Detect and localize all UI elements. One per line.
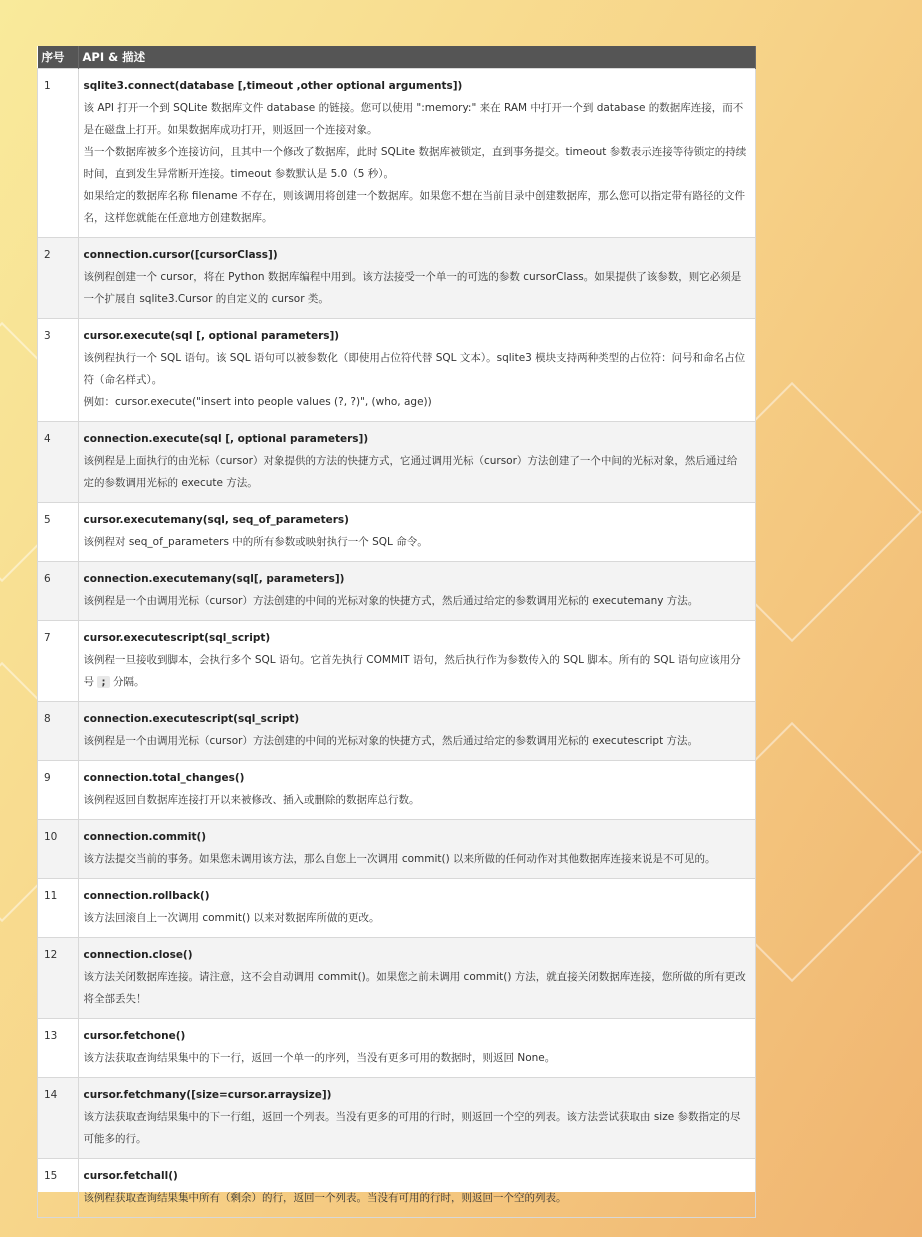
header-api: API & 描述 [78,46,756,69]
table-row [38,422,756,503]
table-body [38,69,756,1218]
table-row [38,879,756,938]
row-number: 9 [38,761,79,820]
header-num: 序号 [38,46,79,69]
row-number: 14 [38,1078,79,1159]
api-signature: connection.executemany(sql[, parameters]) [83,573,345,585]
api-description-line: 该例程是上面执行的由光标（cursor）对象提供的方法的快捷方式，它通过调用光标（cursor）方法创建了一个中间的光标对象，然后通过给定的参数调用光标的 execute 方法。 [83,455,738,489]
api-signature: connection.close() [83,949,193,961]
api-table [37,46,756,1218]
row-number: 8 [38,702,79,761]
row-description [78,938,756,1019]
table-row [38,702,756,761]
api-description-line: 该 API 打开一个到 SQLite 数据库文件 database 的链接。您可以使用 ":memory:" 来在 RAM 中打开一个到 database 的数据库连接，而不是在磁盘上打开。如果数据库成功打开，则返回一个连接对象。 [83,102,744,136]
api-signature: connection.commit() [83,831,207,843]
api-description-line: 该例程是一个由调用光标（cursor）方法创建的中间的光标对象的快捷方式，然后通过给定的参数调用光标的 executemany 方法。 [83,595,699,607]
row-number: 3 [38,319,79,422]
row-number: 11 [38,879,79,938]
row-description [78,1078,756,1159]
row-description [78,562,756,621]
api-signature: sqlite3.connect(database [,timeout ,other optional arguments]) [83,80,463,92]
api-description-line: 当一个数据库被多个连接访问，且其中一个修改了数据库，此时 SQLite 数据库被锁定，直到事务提交。timeout 参数表示连接等待锁定的持续时间，直到发生异常断开连接。timeout 参数默认是 5.0（5 秒）。 [83,146,747,180]
table-row [38,1019,756,1078]
table-row [38,621,756,702]
api-signature: connection.execute(sql [, optional parameters]) [83,433,369,445]
row-number: 10 [38,820,79,879]
api-table-panel [37,46,756,1204]
api-description-line: 该例程返回自数据库连接打开以来被修改、插入或删除的数据库总行数。 [83,794,420,806]
table-row [38,1159,756,1218]
api-signature: cursor.executescript(sql_script) [83,632,271,644]
row-description [78,761,756,820]
table-row [38,503,756,562]
api-description-line: 该例程执行一个 SQL 语句。该 SQL 语句可以被参数化（即使用占位符代替 SQL 文本）。sqlite3 模块支持两种类型的占位符：问号和命名占位符（命名样式）。 [83,352,746,386]
row-number: 6 [38,562,79,621]
table-row [38,69,756,238]
api-description-line: 该方法获取查询结果集中的下一行，返回一个单一的序列，当没有更多可用的数据时，则返回 None。 [83,1052,556,1064]
api-signature: cursor.fetchmany([size=cursor.arraysize]) [83,1089,332,1101]
api-description-line: 该方法提交当前的事务。如果您未调用该方法，那么自您上一次调用 commit() 以来所做的任何动作对其他数据库连接来说是不可见的。 [83,853,716,865]
api-signature: cursor.executemany(sql, seq_of_parameters) [83,514,349,526]
api-signature: cursor.execute(sql [, optional parameters]) [83,330,340,342]
api-signature: connection.cursor([cursorClass]) [83,249,278,261]
api-description-line: 该例程创建一个 cursor，将在 Python 数据库编程中用到。该方法接受一个单一的可选的参数 cursorClass。如果提供了该参数，则它必须是一个扩展自 sqlite3.Cursor 的自定义的 cursor 类。 [83,271,742,305]
api-signature: connection.executescript(sql_script) [83,713,300,725]
row-number: 5 [38,503,79,562]
api-description-line: 如果给定的数据库名称 filename 不存在，则该调用将创建一个数据库。如果您不想在当前目录中创建数据库，那么您可以指定带有路径的文件名，这样您就能在任意地方创建数据库。 [83,190,745,224]
api-signature: connection.total_changes() [83,772,245,784]
row-number: 2 [38,238,79,319]
row-description [78,820,756,879]
row-description [78,879,756,938]
api-description-line: 该方法关闭数据库连接。请注意，这不会自动调用 commit()。如果您之前未调用 commit() 方法，就直接关闭数据库连接，您所做的所有更改将全部丢失！ [83,971,746,1005]
row-description [78,621,756,702]
api-description-line: 该例程对 seq_of_parameters 中的所有参数或映射执行一个 SQL 命令。 [83,536,428,548]
row-description [78,422,756,503]
api-description-line: 该例程是一个由调用光标（cursor）方法创建的中间的光标对象的快捷方式，然后通过给定的参数调用光标的 executescript 方法。 [83,735,699,747]
row-number: 12 [38,938,79,1019]
api-description-line [84,649,748,693]
api-description-line: 该例程获取查询结果集中所有（剩余）的行，返回一个列表。当没有可用的行时，则返回一个空的列表。 [83,1192,567,1204]
row-description [78,1019,756,1078]
row-description [78,1159,756,1218]
row-number: 1 [38,69,79,238]
table-row [38,238,756,319]
row-number: 13 [38,1019,79,1078]
row-description [78,238,756,319]
table-row [38,1078,756,1159]
table-row [38,820,756,879]
table-row [38,761,756,820]
api-signature: cursor.fetchone() [83,1030,186,1042]
description-text: 分隔。 [109,676,145,688]
api-description-line: 该方法获取查询结果集中的下一行组，返回一个列表。当没有更多的可用的行时，则返回一个空的列表。该方法尝试获取由 size 参数指定的尽可能多的行。 [83,1111,741,1145]
row-description [78,702,756,761]
api-signature: cursor.fetchall() [83,1170,178,1182]
inline-code: ; [97,676,109,688]
api-description-line: 例如：cursor.execute("insert into people values (?, ?)", (who, age)) [83,396,432,408]
api-description-line: 该方法回滚自上一次调用 commit() 以来对数据库所做的更改。 [83,912,380,924]
table-row [38,319,756,422]
row-number: 15 [38,1159,79,1218]
table-row [38,562,756,621]
row-number: 7 [38,621,79,702]
row-number: 4 [38,422,79,503]
row-description [78,319,756,422]
description-text: 该例程一旦接收到脚本，会执行多个 SQL 语句。它首先执行 COMMIT 语句，然后执行作为参数传入的 SQL 脚本。所有的 SQL 语句应该用分号 [83,654,741,688]
table-header-row [38,46,756,69]
row-description [78,69,756,238]
row-description [78,503,756,562]
table-row [38,938,756,1019]
api-signature: connection.rollback() [83,890,210,902]
